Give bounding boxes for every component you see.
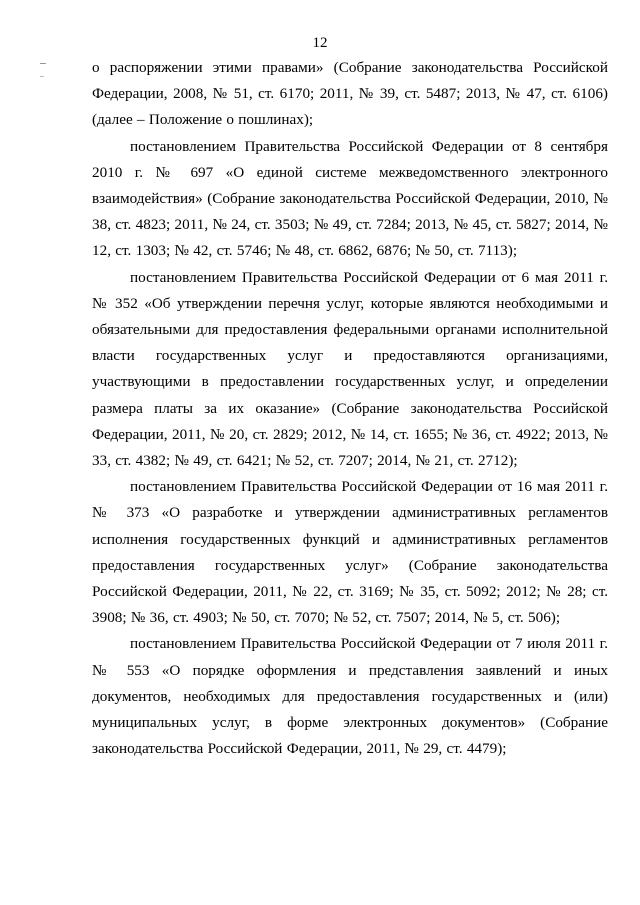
paragraph-continuation: о распоряжении этими правами» (Собрание законодательства Российской Федерации, 2008, № 51, ст. 6170; 2011, № 39, ст. 5487; 2013, № 47, ст. 6106) (далее – Положение о пошлинах); — [92, 59, 608, 129]
paragraph-resolution-697: постановлением Правительства Российской Федерации от 8 сентября 2010 г. № 697 «О единой системе межведомственного электронного взаимодействия» (Собрание законодательства Российской Федерации, 2010, № 38, ст. 4823; 2011, № 24, ст. 3503; № 49, ст. 7284; 2013, № 45, ст. 5827; 2014, № 12, ст. 1303; № 42, ст. 5746; № 48, ст. 6862, 6876; № 50, ст. 7113); — [92, 137, 608, 260]
margin-scan-mark — [40, 76, 44, 77]
document-body — [92, 55, 608, 762]
page-number: 12 — [312, 35, 328, 51]
paragraph-resolution-352: постановлением Правительства Российской Федерации от 6 мая 2011 г. № 352 «Об утверждении перечня услуг, которые являются необходимыми и обязательными для предоставления федеральными органами исполнительной власти государственных услуг и предоставляются организациями, участвующими в предоставлении государственных услуг, и определении размера платы за их оказание» (Собрание законодательства Российской Федерации, 2011, № 20, ст. 2829; 2012, № 14, ст. 1655; № 36, ст. 4922; 2013, № 33, ст. 4382; № 49, ст. 6421; № 52, ст. 7207; 2014, № 21, ст. 2712); — [92, 268, 608, 470]
margin-scan-mark — [40, 63, 46, 64]
paragraph-resolution-553: постановлением Правительства Российской Федерации от 7 июля 2011 г. № 553 «О порядке оформления и представления заявлений и иных документов, необходимых для предоставления государственных и (или) муниципальных услуг, в форме электронных документов» (Собрание законодательства Российской Федерации, 2011, № 29, ст. 4479); — [92, 635, 608, 758]
paragraph-resolution-373: постановлением Правительства Российской Федерации от 16 мая 2011 г. № 373 «О разработке и утверждении административных регламентов исполнения государственных функций и административных регламентов предоставления государственных услуг» (Собрание законодательства Российской Федерации, 2011, № 22, ст. 3169; № 35, ст. 5092; 2012; № 28; ст. 3908; № 36, ст. 4903; № 50, ст. 7070; № 52, ст. 7507; 2014, № 5, ст. 506); — [92, 478, 608, 627]
